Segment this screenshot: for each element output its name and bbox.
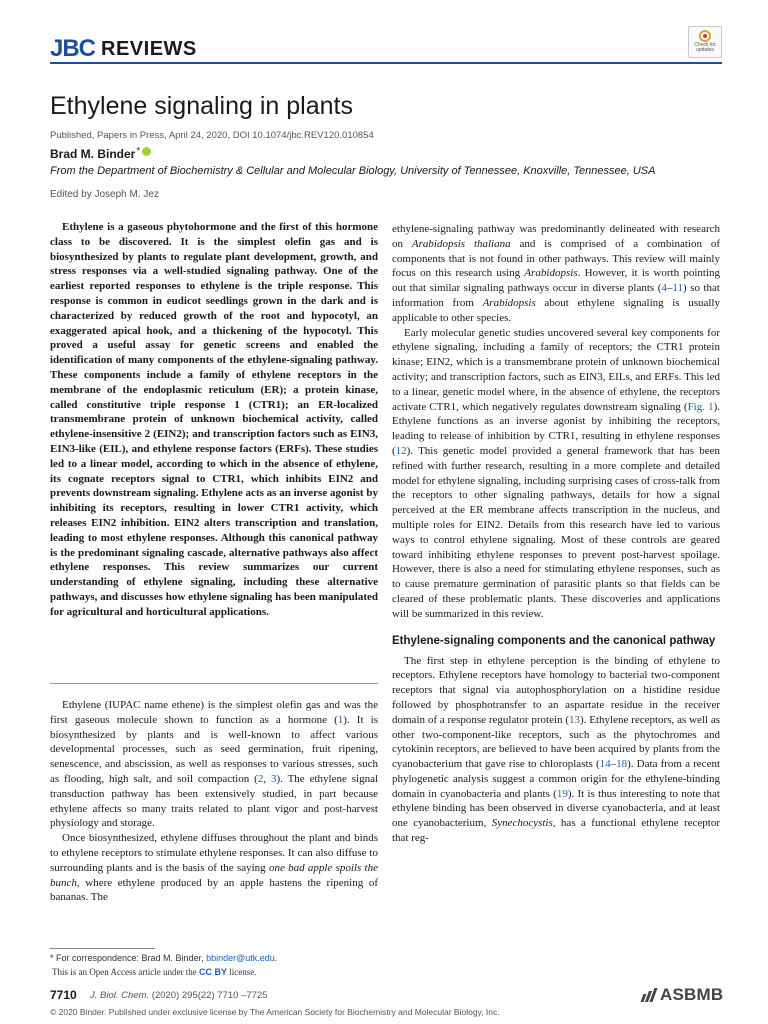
- publisher-logo[interactable]: [640, 985, 723, 1005]
- copyright-line: © 2020 Binder. Published under exclusive license by The American Society for Biochemistry and Molecular Biology, Inc.: [50, 1007, 500, 1017]
- correspondence-footnote: * For correspondence: Brad M. Binder, bbinder@utk.edu.: [50, 953, 278, 963]
- license-link[interactable]: CC BY: [198, 967, 227, 977]
- introduction-text: [50, 698, 378, 905]
- orcid-icon[interactable]: [142, 147, 151, 156]
- article-title: Ethylene signaling in plants: [50, 92, 353, 120]
- author-affiliation: From the Department of Biochemistry & Cellular and Molecular Biology, University of Tennessee, Knoxville, Tennessee, USA: [50, 165, 656, 177]
- jbc-mark: JBC: [50, 35, 96, 62]
- check-updates-label: Check for updates: [694, 42, 716, 53]
- intro-paragraph-2: Once biosynthesized, ethylene diffuses throughout the plant and binds to ethylene receptors to stimulate ethylene responses. It can also diffuse to surrounding plants and is the basis of the saying one bad apple spoils the bunch, where ethylene produced by an apple hastens the ripening of bananas. The: [50, 832, 378, 904]
- reference-link[interactable]: 11: [672, 282, 683, 295]
- reference-link[interactable]: 3: [270, 772, 277, 785]
- corresponding-mark: *: [136, 145, 141, 157]
- email-link[interactable]: bbinder@utk.edu: [206, 953, 275, 963]
- reference-link[interactable]: 1: [337, 713, 344, 726]
- author-line: [50, 147, 151, 161]
- asbmb-icon: [640, 988, 658, 1002]
- section-label: REVIEWS: [101, 37, 197, 60]
- publication-info[interactable]: Published, Papers in Press, April 24, 2020, DOI 10.1074/jbc.REV120.010854: [50, 130, 374, 141]
- body-paragraph: The first step in ethylene perception is the binding of ethylene to receptors. Ethylene receptors have homology to bacterial two-component receptors that signal via autophosphorylation on a histidine residue followed by phosphotransfer to an aspartate residue in the receiver domain of a response regulator protein (13). Ethylene receptors, as well as other two-component-like receptors, such as the phytochromes and cytokinin receptors, are believed to have been acquired by plants from the cyanobacterium that gave rise to chloroplasts (14–18). Data from a recent phylogenetic analysis suggest a common origin for the ethylene-binding domain in cyanobacteria and plants (19). It is thus interesting to note that ethylene binding has been observed in diverse cyanobacteria, and at least one cyanobacterium, Synechocystis, has a functional ethylene receptor that reg-: [392, 654, 721, 845]
- page-number: 7710: [50, 988, 77, 1002]
- header-divider: [50, 62, 722, 64]
- figure-link[interactable]: Fig. 1: [687, 400, 714, 413]
- journal-citation: J. Biol. Chem. (2020) 295(22) 7710 –7725: [90, 990, 268, 1001]
- right-column-text: [392, 222, 720, 846]
- author-name[interactable]: Brad M. Binder: [50, 147, 136, 161]
- body-paragraph: Early molecular genetic studies uncovered several key components for ethylene signaling, including a family of receptors; the CTR1 protein kinase; EIN2, which is a transmembrane protein of unknown biochemical activity; and transcription factors, such as EIN3, EILs, and ERFs. This led to a linear, genetic model where, in the absence of ethylene, the receptors activate CTR1, which negatively regulates downstream signaling (Fig. 1). Ethylene functions as an inverse agonist by inhibiting the receptors, leading to release of inhibition by CTR1, resulting in ethylene responses (12). This genetic model provided a general framework that has been refined with further research, resulting in a more complete and detailed model for ethylene signaling, including surprising cases of cross-talk from the receptors to other signaling pathways, details for how a signal perceived at the ER membrane affects transcription in the nucleus, and multiple roles for EIN2. Details from this research have led to various ways to control ethylene signaling. Most of these controls are geared toward inhibiting ethylene responses to prevent post-harvest spoilage. However, there is also a need for stimulating ethylene responses, such as to cause premature germination of parasitic plants so that fields can be cleared of these problematic plants. These discoveries and applications will be summarized in this review.: [392, 326, 720, 620]
- publisher-name: ASBMB: [660, 985, 724, 1004]
- abstract: Ethylene is a gaseous phytohormone and the first of this hormone class to be discovered. It is the simplest olefin gas and is biosynthesized by plants to regulate plant development, growth, and stress responses via a well-studied signaling pathway. One of the earliest reported responses to ethylene is the triple response. This response is common in eudicot seedlings grown in the dark and is characterized by reduced growth of the root and hypocotyl, an exaggerated apical hook, and a thickening of the hypocotyl. This proved a useful assay for genetic screens and enabled the identification of many components of the ethylene-signaling pathway. These components include a family of ethylene receptors in the membrane of the endoplasmic reticulum (ER); a protein kinase, called constitutive triple response 1 (CTR1); an ER-localized transmembrane protein of unknown biochemical activity, called ethylene-insensitive 2 (EIN2); and transcription factors such as EIN3, EIN3-like (EIL), and ethylene response factors (ERFs). These studies led to a linear model, according to which in the absence of ethylene, its cognate receptors signal to CTR1, which inhibits EIN2 and prevents downstream signaling. Ethylene acts as an inverse agonist by inhibiting its receptors, resulting in lower CTR1 activity, which releases EIN2 inhibition. EIN2 alters transcription and translation, leading to most ethylene responses. Although this canonical pathway is the predominant signaling cascade, alternative pathways also affect ethylene responses. This review summarizes our current understanding of ethylene signaling, including these alternative pathways, and discusses how ethylene signaling has been manipulated for agricultural and horticultural applications.: [50, 221, 378, 618]
- open-access-footnote: This is an Open Access article under the CC BY license.: [52, 967, 257, 977]
- abstract-divider: [50, 683, 378, 684]
- reference-link[interactable]: 4: [661, 282, 667, 295]
- check-updates-icon: [699, 30, 711, 42]
- reference-link[interactable]: 18: [616, 758, 628, 771]
- reference-link[interactable]: 12: [395, 444, 407, 457]
- journal-logo[interactable]: [50, 36, 197, 62]
- body-paragraph: ethylene-signaling pathway was predominantly delineated with research on Arabidopsis thaliana and is comprised of a combination of components that is not found in other pathways. This review will mainly focus on this research using Arabidopsis. However, it is worth pointing out that similar signaling pathways occur in diverse plants (4–11) so that information from Arabidopsis about ethylene signaling is usually applicable to other species.: [392, 223, 721, 324]
- reference-link[interactable]: 14: [599, 758, 611, 771]
- check-for-updates-button[interactable]: [688, 26, 722, 58]
- section-heading: Ethylene-signaling components and the canonical pathway: [392, 634, 716, 647]
- intro-paragraph-1: Ethylene (IUPAC name ethene) is the simplest olefin gas and was the first gaseous molecule shown to function as a hormone (1). It is biosynthesized by plants and is well-known to affect various developmental processes, such as seed germination, fruit ripening, senescence, and abscission, as well as responses to various stresses, such as flooding, high salt, and soil compaction (2, 3). The ethylene signal transduction pathway has been extensively studied, in part because ethylene affects so many traits related to plant vigor and post-harvest physiology and storage.: [50, 699, 379, 830]
- reference-link[interactable]: 13: [569, 713, 581, 726]
- reference-link[interactable]: 2: [257, 772, 264, 785]
- footnote-divider: [50, 948, 155, 949]
- reference-link[interactable]: 19: [556, 787, 568, 800]
- edited-by: Edited by Joseph M. Jez: [50, 189, 159, 200]
